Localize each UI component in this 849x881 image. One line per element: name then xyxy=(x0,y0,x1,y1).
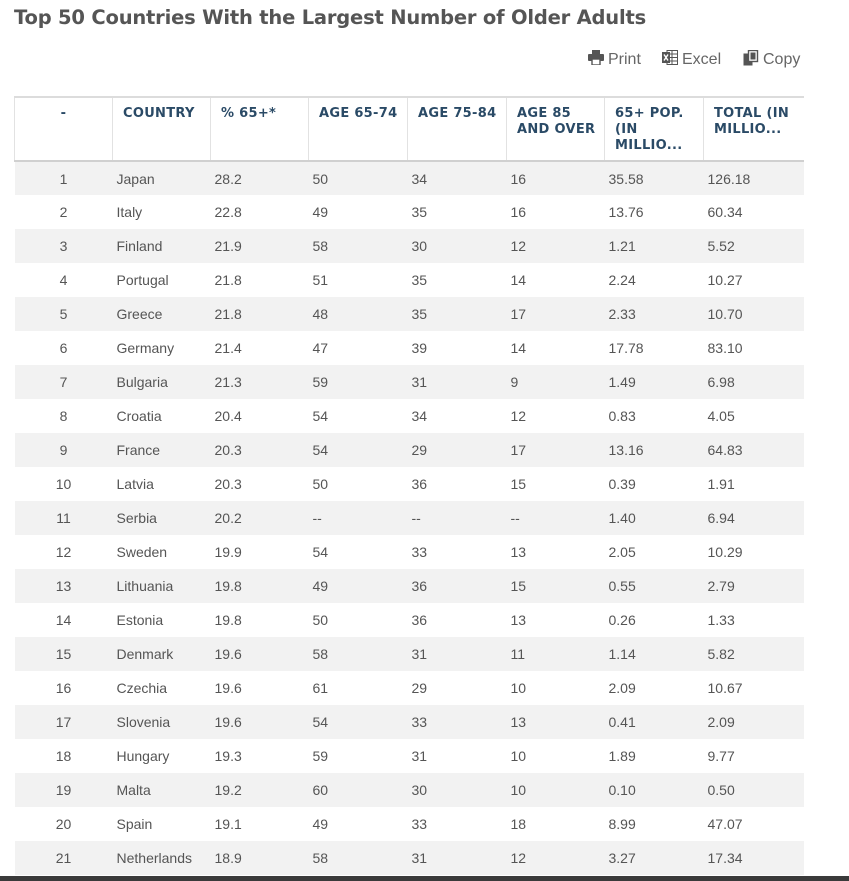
rank-cell: 1 xyxy=(15,161,113,195)
rank-cell: 5 xyxy=(15,297,113,331)
total-pop-cell: 1.91 xyxy=(704,467,805,501)
total-pop-cell: 5.52 xyxy=(704,229,805,263)
age-85-over-cell: 13 xyxy=(507,535,605,569)
pop-65-plus-cell: 0.10 xyxy=(605,773,704,807)
rank-cell: 14 xyxy=(15,603,113,637)
age-75-84-cell: 34 xyxy=(408,399,507,433)
pct-65-plus-cell: 19.3 xyxy=(211,739,309,773)
country-cell: Italy xyxy=(113,195,211,229)
pct-65-plus-cell: 20.2 xyxy=(211,501,309,535)
age-65-74-cell: 50 xyxy=(309,603,408,637)
country-cell: Bulgaria xyxy=(113,365,211,399)
age-65-74-cell: 49 xyxy=(309,569,408,603)
pct-65-plus-cell: 21.9 xyxy=(211,229,309,263)
rank-cell: 2 xyxy=(15,195,113,229)
total-pop-cell: 10.29 xyxy=(704,535,805,569)
age-75-84-cell: 31 xyxy=(408,841,507,875)
country-cell: Czechia xyxy=(113,671,211,705)
age-65-74-cell: 48 xyxy=(309,297,408,331)
table-row xyxy=(15,297,805,331)
countries-table xyxy=(14,96,804,875)
pop-65-plus-cell: 35.58 xyxy=(605,161,704,195)
pop-65-plus-cell: 0.83 xyxy=(605,399,704,433)
pct-65-plus-cell: 21.4 xyxy=(211,331,309,365)
age-65-74-cell: 60 xyxy=(309,773,408,807)
rank-cell: 10 xyxy=(15,467,113,501)
age-65-74-cell: 54 xyxy=(309,705,408,739)
pop-65-plus-cell: 8.99 xyxy=(605,807,704,841)
age-65-74-cell: 49 xyxy=(309,807,408,841)
age-85-over-cell: 16 xyxy=(507,161,605,195)
age-75-84-cell: 33 xyxy=(408,807,507,841)
pop-65-plus-cell: 2.24 xyxy=(605,263,704,297)
age-65-74-cell: 54 xyxy=(309,433,408,467)
age-75-84-cell: 30 xyxy=(408,229,507,263)
age-75-84-cell: 30 xyxy=(408,773,507,807)
age-75-84-cell: 35 xyxy=(408,263,507,297)
excel-label: Excel xyxy=(682,51,722,68)
total-pop-cell: 9.77 xyxy=(704,739,805,773)
table-row xyxy=(15,705,805,739)
country-cell: Croatia xyxy=(113,399,211,433)
total-pop-cell: 0.50 xyxy=(704,773,805,807)
pct-65-plus-cell: 21.8 xyxy=(211,297,309,331)
table-row xyxy=(15,807,805,841)
column-header-pct-65-plus[interactable]: % 65+* xyxy=(211,97,309,161)
pct-65-plus-cell: 20.4 xyxy=(211,399,309,433)
age-85-over-cell: 12 xyxy=(507,399,605,433)
age-65-74-cell: 54 xyxy=(309,399,408,433)
pct-65-plus-cell: 21.8 xyxy=(211,263,309,297)
total-pop-cell: 10.70 xyxy=(704,297,805,331)
age-65-74-cell: 50 xyxy=(309,467,408,501)
rank-cell: 6 xyxy=(15,331,113,365)
age-75-84-cell: 36 xyxy=(408,467,507,501)
country-cell: Greece xyxy=(113,297,211,331)
age-65-74-cell: 59 xyxy=(309,739,408,773)
pop-65-plus-cell: 2.33 xyxy=(605,297,704,331)
country-cell: Japan xyxy=(113,161,211,195)
column-header-total[interactable]: TOTAL (IN MILLIO... xyxy=(704,97,805,161)
pop-65-plus-cell: 13.16 xyxy=(605,433,704,467)
age-75-84-cell: -- xyxy=(408,501,507,535)
pct-65-plus-cell: 18.9 xyxy=(211,841,309,875)
pct-65-plus-cell: 21.3 xyxy=(211,365,309,399)
country-cell: Malta xyxy=(113,773,211,807)
age-65-74-cell: 58 xyxy=(309,841,408,875)
rank-cell: 13 xyxy=(15,569,113,603)
pop-65-plus-cell: 0.39 xyxy=(605,467,704,501)
age-75-84-cell: 36 xyxy=(408,569,507,603)
pct-65-plus-cell: 19.9 xyxy=(211,535,309,569)
table-row xyxy=(15,229,805,263)
export-toolbar xyxy=(0,49,849,71)
table-row xyxy=(15,195,805,229)
age-75-84-cell: 39 xyxy=(408,331,507,365)
age-85-over-cell: 15 xyxy=(507,569,605,603)
table-row xyxy=(15,637,805,671)
pct-65-plus-cell: 19.2 xyxy=(211,773,309,807)
country-cell: Sweden xyxy=(113,535,211,569)
print-button[interactable] xyxy=(588,49,641,71)
age-65-74-cell: 51 xyxy=(309,263,408,297)
rank-cell: 4 xyxy=(15,263,113,297)
countries-table-container xyxy=(14,96,804,881)
pct-65-plus-cell: 19.6 xyxy=(211,671,309,705)
rank-cell: 8 xyxy=(15,399,113,433)
pct-65-plus-cell: 19.8 xyxy=(211,603,309,637)
age-85-over-cell: 10 xyxy=(507,739,605,773)
total-pop-cell: 126.18 xyxy=(704,161,805,195)
print-label: Print xyxy=(608,51,641,68)
rank-cell: 16 xyxy=(15,671,113,705)
rank-cell: 17 xyxy=(15,705,113,739)
country-cell: Finland xyxy=(113,229,211,263)
country-cell: Portugal xyxy=(113,263,211,297)
pop-65-plus-cell: 1.14 xyxy=(605,637,704,671)
country-cell: Serbia xyxy=(113,501,211,535)
age-65-74-cell: 47 xyxy=(309,331,408,365)
table-row xyxy=(15,365,805,399)
table-row xyxy=(15,331,805,365)
rank-cell: 7 xyxy=(15,365,113,399)
table-row xyxy=(15,535,805,569)
age-65-74-cell: 49 xyxy=(309,195,408,229)
excel-icon xyxy=(662,50,678,70)
age-65-74-cell: 61 xyxy=(309,671,408,705)
pct-65-plus-cell: 19.6 xyxy=(211,705,309,739)
age-75-84-cell: 33 xyxy=(408,535,507,569)
rank-cell: 12 xyxy=(15,535,113,569)
table-row xyxy=(15,161,805,195)
pct-65-plus-cell: 28.2 xyxy=(211,161,309,195)
age-65-74-cell: 58 xyxy=(309,229,408,263)
table-row xyxy=(15,841,805,875)
pop-65-plus-cell: 0.55 xyxy=(605,569,704,603)
total-pop-cell: 1.33 xyxy=(704,603,805,637)
column-header-age-65-74[interactable]: AGE 65-74 xyxy=(309,97,408,161)
pop-65-plus-cell: 1.89 xyxy=(605,739,704,773)
column-header-age-75-84[interactable]: AGE 75-84 xyxy=(408,97,507,161)
age-85-over-cell: 17 xyxy=(507,433,605,467)
pct-65-plus-cell: 20.3 xyxy=(211,433,309,467)
total-pop-cell: 10.67 xyxy=(704,671,805,705)
rank-cell: 9 xyxy=(15,433,113,467)
table-body xyxy=(15,161,805,875)
age-85-over-cell: 10 xyxy=(507,671,605,705)
pct-65-plus-cell: 22.8 xyxy=(211,195,309,229)
total-pop-cell: 17.34 xyxy=(704,841,805,875)
column-header-65-plus-pop[interactable]: 65+ POP. (IN MILLIO... xyxy=(605,97,704,161)
copy-button[interactable] xyxy=(743,49,800,71)
table-row xyxy=(15,671,805,705)
age-85-over-cell: 10 xyxy=(507,773,605,807)
age-75-84-cell: 29 xyxy=(408,433,507,467)
pop-65-plus-cell: 2.09 xyxy=(605,671,704,705)
printer-icon xyxy=(588,50,604,70)
total-pop-cell: 2.09 xyxy=(704,705,805,739)
pct-65-plus-cell: 19.6 xyxy=(211,637,309,671)
pop-65-plus-cell: 1.21 xyxy=(605,229,704,263)
country-cell: Spain xyxy=(113,807,211,841)
country-cell: Lithuania xyxy=(113,569,211,603)
country-cell: Estonia xyxy=(113,603,211,637)
rank-cell: 18 xyxy=(15,739,113,773)
pop-65-plus-cell: 17.78 xyxy=(605,331,704,365)
copy-label: Copy xyxy=(763,51,801,68)
age-85-over-cell: 14 xyxy=(507,263,605,297)
country-cell: Denmark xyxy=(113,637,211,671)
age-85-over-cell: 12 xyxy=(507,229,605,263)
total-pop-cell: 60.34 xyxy=(704,195,805,229)
total-pop-cell: 6.98 xyxy=(704,365,805,399)
pct-65-plus-cell: 19.8 xyxy=(211,569,309,603)
pop-65-plus-cell: 1.49 xyxy=(605,365,704,399)
table-row xyxy=(15,501,805,535)
rank-cell: 19 xyxy=(15,773,113,807)
total-pop-cell: 4.05 xyxy=(704,399,805,433)
column-header-age-85-over[interactable]: AGE 85 AND OVER xyxy=(507,97,605,161)
age-75-84-cell: 31 xyxy=(408,365,507,399)
total-pop-cell: 2.79 xyxy=(704,569,805,603)
country-cell: Germany xyxy=(113,331,211,365)
table-row xyxy=(15,773,805,807)
age-85-over-cell: 18 xyxy=(507,807,605,841)
country-cell: Slovenia xyxy=(113,705,211,739)
total-pop-cell: 83.10 xyxy=(704,331,805,365)
age-75-84-cell: 33 xyxy=(408,705,507,739)
total-pop-cell: 6.94 xyxy=(704,501,805,535)
table-row xyxy=(15,569,805,603)
age-65-74-cell: 59 xyxy=(309,365,408,399)
table-header xyxy=(15,97,805,161)
age-85-over-cell: 17 xyxy=(507,297,605,331)
total-pop-cell: 47.07 xyxy=(704,807,805,841)
total-pop-cell: 10.27 xyxy=(704,263,805,297)
pop-65-plus-cell: 2.05 xyxy=(605,535,704,569)
age-65-74-cell: 50 xyxy=(309,161,408,195)
country-cell: Hungary xyxy=(113,739,211,773)
page-title: Top 50 Countries With the Largest Number of Older Adults xyxy=(14,6,646,29)
rank-cell: 3 xyxy=(15,229,113,263)
pop-65-plus-cell: 0.41 xyxy=(605,705,704,739)
age-85-over-cell: 13 xyxy=(507,603,605,637)
excel-button[interactable] xyxy=(662,49,721,71)
age-65-74-cell: -- xyxy=(309,501,408,535)
column-header-country[interactable]: COUNTRY xyxy=(113,97,211,161)
bottom-scrollbar-edge xyxy=(0,876,849,881)
age-75-84-cell: 31 xyxy=(408,637,507,671)
table-row xyxy=(15,739,805,773)
country-cell: France xyxy=(113,433,211,467)
total-pop-cell: 64.83 xyxy=(704,433,805,467)
age-75-84-cell: 35 xyxy=(408,297,507,331)
rank-cell: 21 xyxy=(15,841,113,875)
age-85-over-cell: 11 xyxy=(507,637,605,671)
total-pop-cell: 5.82 xyxy=(704,637,805,671)
table-row xyxy=(15,433,805,467)
rank-cell: 15 xyxy=(15,637,113,671)
rank-cell: 11 xyxy=(15,501,113,535)
age-85-over-cell: 13 xyxy=(507,705,605,739)
age-85-over-cell: 14 xyxy=(507,331,605,365)
age-75-84-cell: 34 xyxy=(408,161,507,195)
header-row xyxy=(15,97,805,161)
age-75-84-cell: 29 xyxy=(408,671,507,705)
pop-65-plus-cell: 0.26 xyxy=(605,603,704,637)
copy-icon xyxy=(743,50,759,71)
age-85-over-cell: 15 xyxy=(507,467,605,501)
age-85-over-cell: -- xyxy=(507,501,605,535)
age-65-74-cell: 58 xyxy=(309,637,408,671)
pop-65-plus-cell: 13.76 xyxy=(605,195,704,229)
age-65-74-cell: 54 xyxy=(309,535,408,569)
table-row xyxy=(15,263,805,297)
age-75-84-cell: 36 xyxy=(408,603,507,637)
pct-65-plus-cell: 19.1 xyxy=(211,807,309,841)
table-row xyxy=(15,467,805,501)
rank-cell: 20 xyxy=(15,807,113,841)
age-85-over-cell: 16 xyxy=(507,195,605,229)
age-75-84-cell: 31 xyxy=(408,739,507,773)
age-85-over-cell: 12 xyxy=(507,841,605,875)
pct-65-plus-cell: 20.3 xyxy=(211,467,309,501)
age-75-84-cell: 35 xyxy=(408,195,507,229)
age-85-over-cell: 9 xyxy=(507,365,605,399)
table-row xyxy=(15,603,805,637)
country-cell: Netherlands xyxy=(113,841,211,875)
pop-65-plus-cell: 3.27 xyxy=(605,841,704,875)
country-cell: Latvia xyxy=(113,467,211,501)
pop-65-plus-cell: 1.40 xyxy=(605,501,704,535)
column-header-rank[interactable]: - xyxy=(15,97,113,161)
table-row xyxy=(15,399,805,433)
